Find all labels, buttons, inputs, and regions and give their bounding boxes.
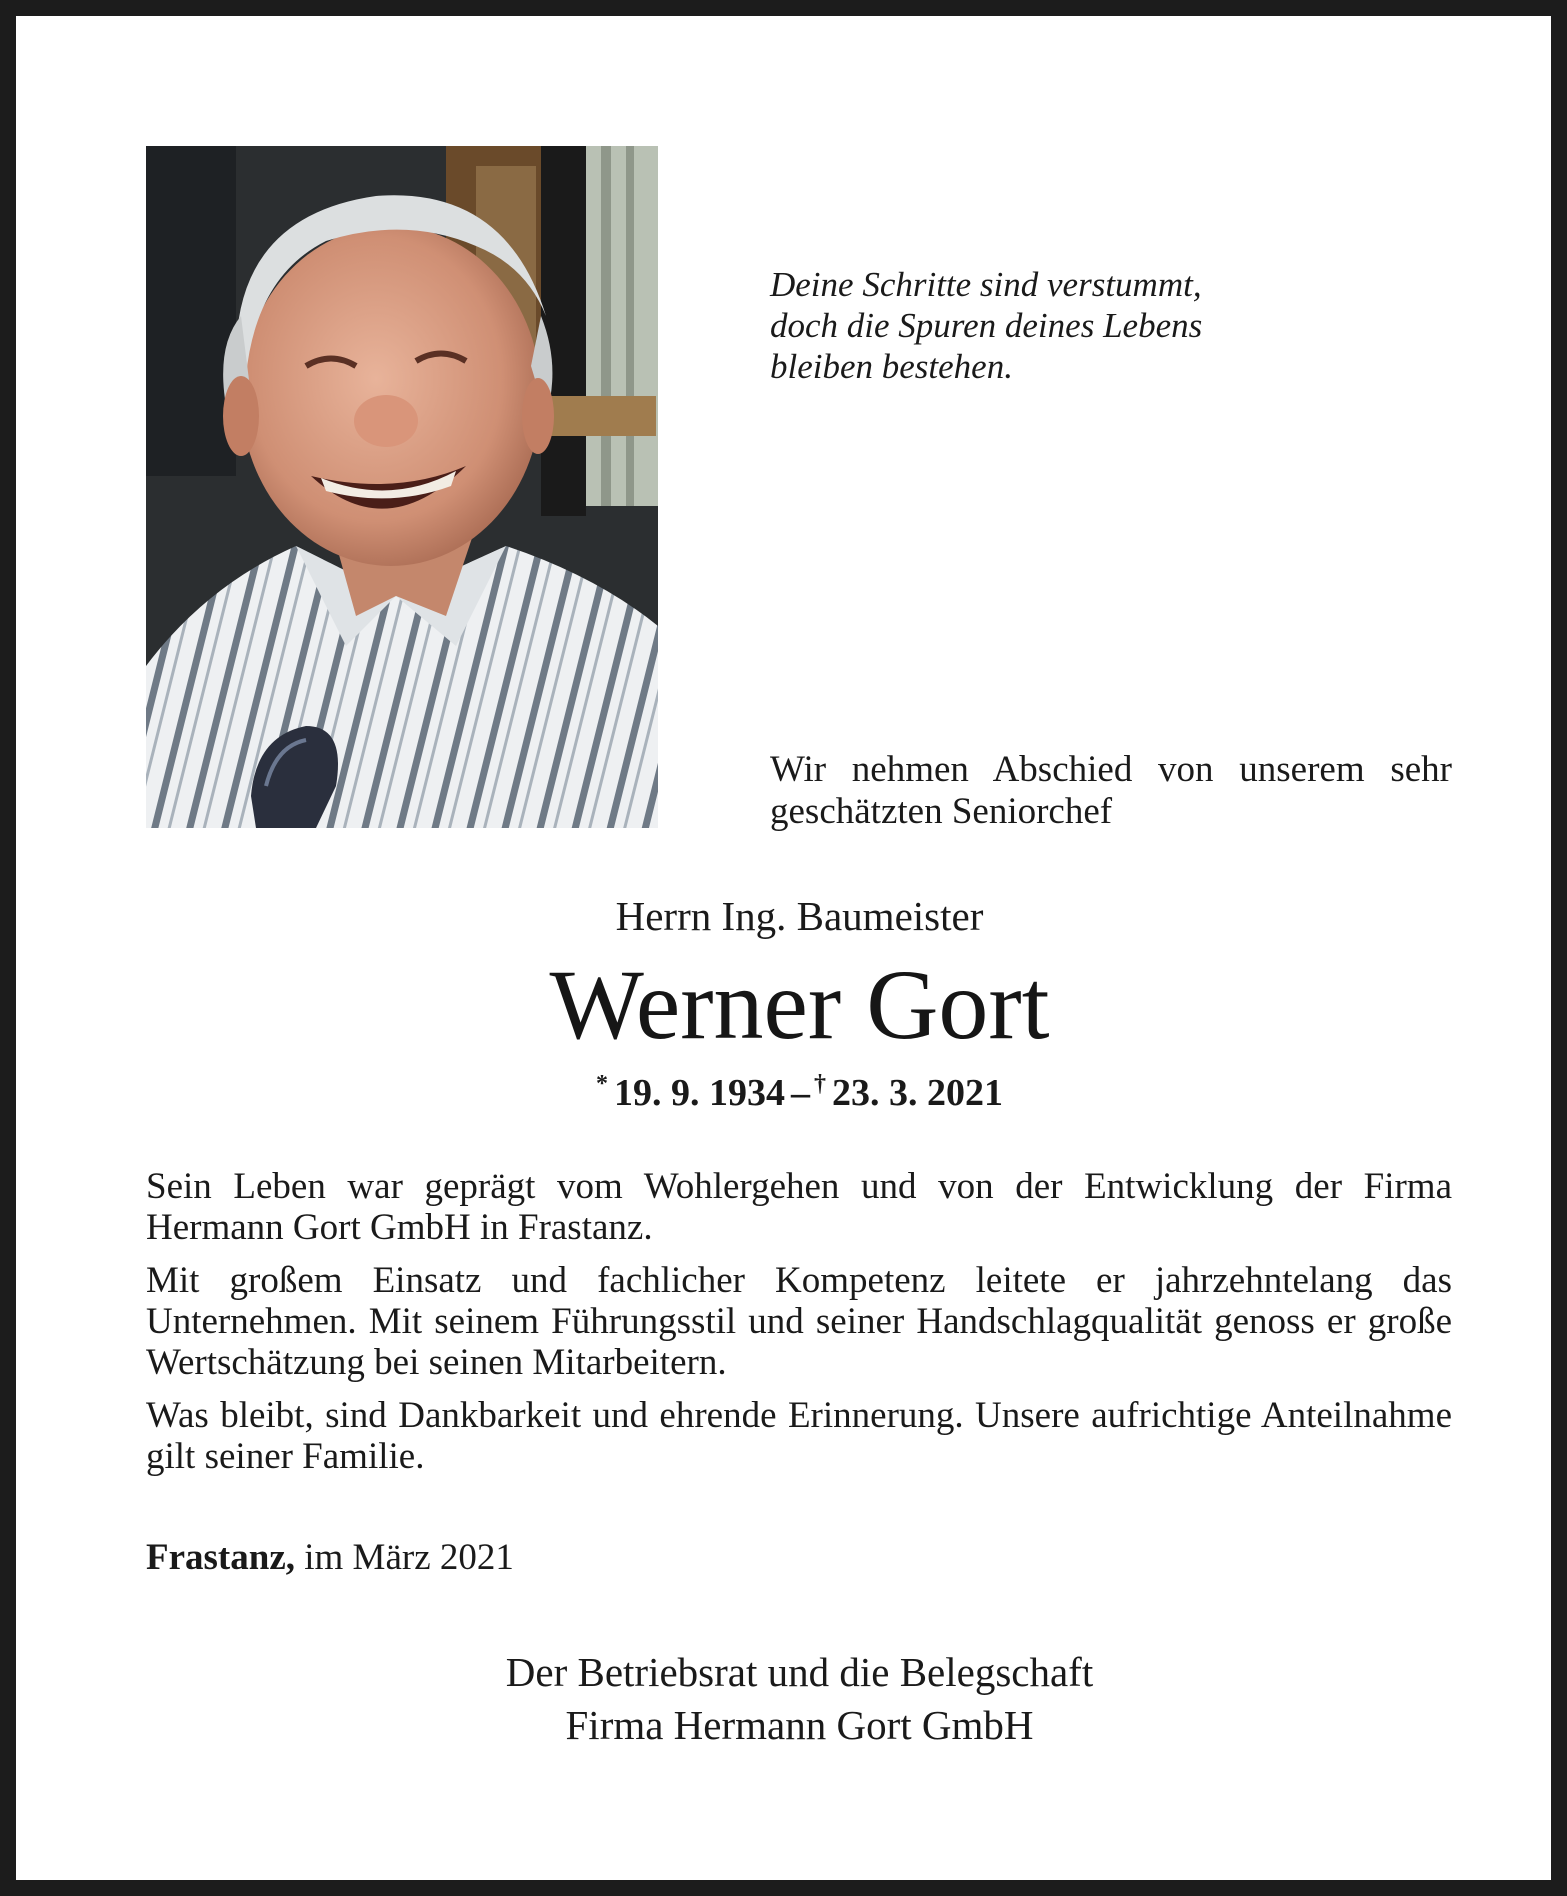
portrait-illustration <box>146 146 658 828</box>
signature-line: Der Betriebsrat und die Belegschaft <box>505 1649 1094 1695</box>
deceased-name: Werner Gort <box>549 949 1050 1060</box>
life-dates <box>16 1071 1567 1115</box>
death-date: 23. 3. 2021 <box>832 1072 1003 1114</box>
quote-line: doch die Spuren deines Lebens <box>770 306 1203 345</box>
birth-date: 19. 9. 1934 <box>614 1072 785 1114</box>
place-city: Frastanz, <box>146 1537 295 1578</box>
place-and-date <box>146 1536 514 1579</box>
death-symbol: † <box>814 1071 826 1097</box>
birth-symbol: * <box>596 1071 608 1097</box>
body-paragraph: Sein Leben war geprägt vom Wohlergehen und von der Entwicklung der Firma Hermann Gort GmbH in Frastanz. <box>146 1166 1452 1248</box>
farewell-text: Wir nehmen Abschied von unserem sehr geschätzten Seniorchef <box>770 749 1452 832</box>
body-paragraph: Was bleibt, sind Dankbarkeit und ehrende Erinnerung. Unsere aufrichtige Anteilnahme gilt seiner Familie. <box>146 1395 1452 1477</box>
quote-line: Deine Schritte sind verstummt, <box>770 265 1202 304</box>
portrait-photo <box>146 146 658 828</box>
signature <box>16 1646 1567 1752</box>
place-date: im März 2021 <box>304 1537 514 1578</box>
body-paragraph: Mit großem Einsatz und fachlicher Kompetenz leitete er jahrzehntelang das Unternehmen. Mit seinem Führungsstil und seiner Handschlagqualität genoss er große Wertschätzung bei seinen Mitarbeitern. <box>146 1260 1452 1383</box>
obituary-body <box>146 1166 1452 1489</box>
date-separator: – <box>791 1072 810 1114</box>
quote-line: bleiben bestehen. <box>770 347 1013 386</box>
salutation: Herrn Ing. Baumeister <box>615 893 984 939</box>
signature-line: Firma Hermann Gort GmbH <box>565 1702 1034 1748</box>
memorial-quote <box>770 264 1470 387</box>
